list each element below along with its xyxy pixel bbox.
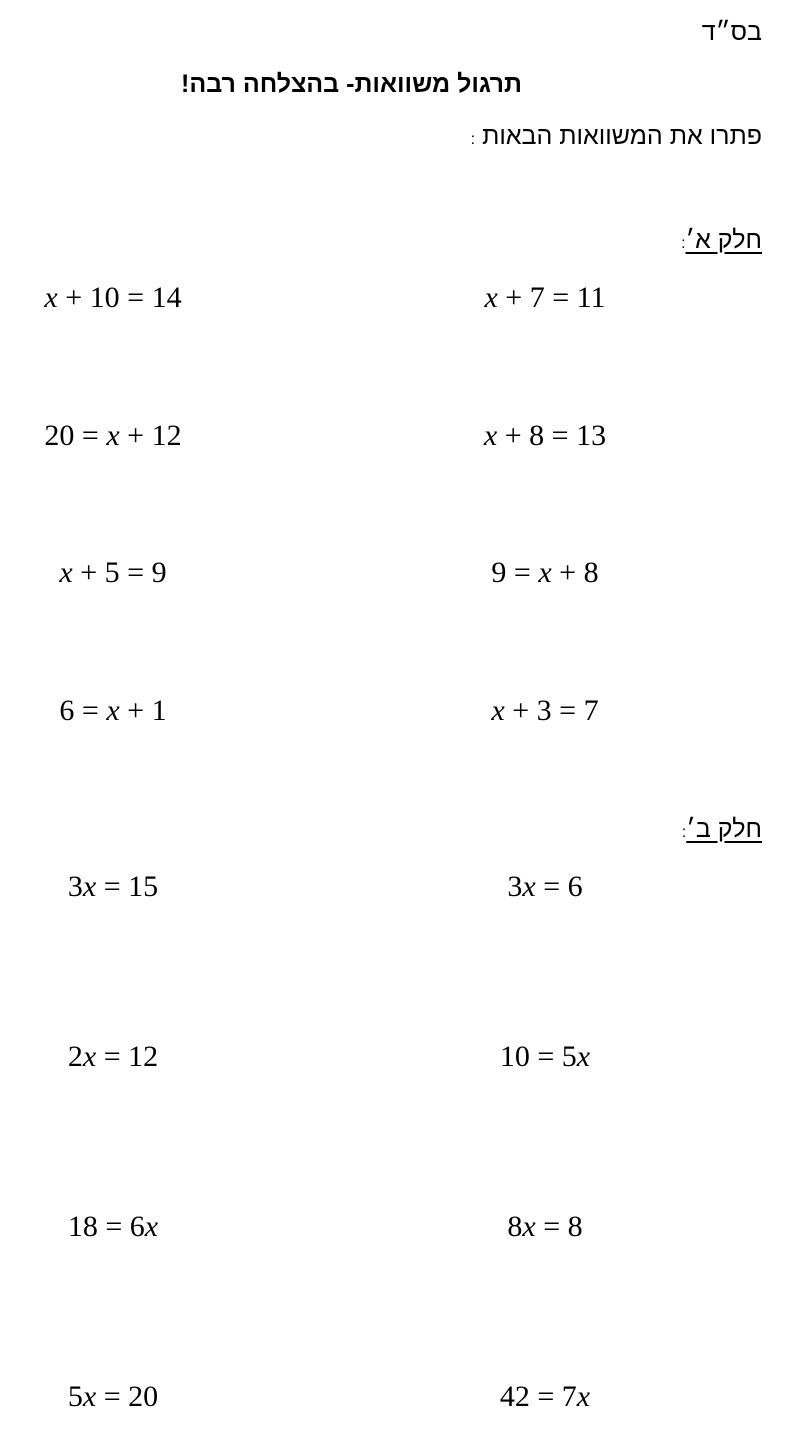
instruction-label: פתרו את המשוואות הבאות [482,122,762,150]
blessing-header: בס״ד [701,18,762,46]
section-b-label: חלק ב׳ [686,815,762,843]
equation-a4-left: 6 = x + 1 [59,694,167,727]
section-a-colon: : [681,235,686,252]
section-a-heading [681,226,762,255]
equation-b3-left: 18 = 6x [67,1210,159,1243]
equation-a4-right: x + 3 = 7 [491,694,599,727]
section-b-colon: : [681,824,687,841]
page-title: תרגול משוואות- בהצלחה רבה! [181,70,522,98]
equation-a3-left: x + 5 = 9 [59,556,167,589]
section-b-heading [682,815,762,844]
equation-b4-right: 42 = 7x [499,1380,591,1413]
equation-b2-right: 10 = 5x [499,1040,591,1073]
equation-a2-left: 20 = x + 12 [44,419,182,452]
equation-a1-right: x + 7 = 11 [484,281,606,314]
equation-b1-right: 3x = 6 [507,870,583,903]
instruction-colon: : [470,131,476,148]
instruction-text [471,122,762,151]
equation-a3-right: 9 = x + 8 [491,556,599,589]
section-a-label: חלק א׳ [685,226,762,254]
equation-a2-right: x + 8 = 13 [483,419,607,452]
equation-b1-left: 3x = 15 [67,870,159,903]
equation-b2-left: 2x = 12 [67,1040,159,1073]
equation-b4-left: 5x = 20 [67,1380,159,1413]
equation-a1-left: x + 10 = 14 [44,281,182,314]
equation-b3-right: 8x = 8 [507,1210,583,1243]
